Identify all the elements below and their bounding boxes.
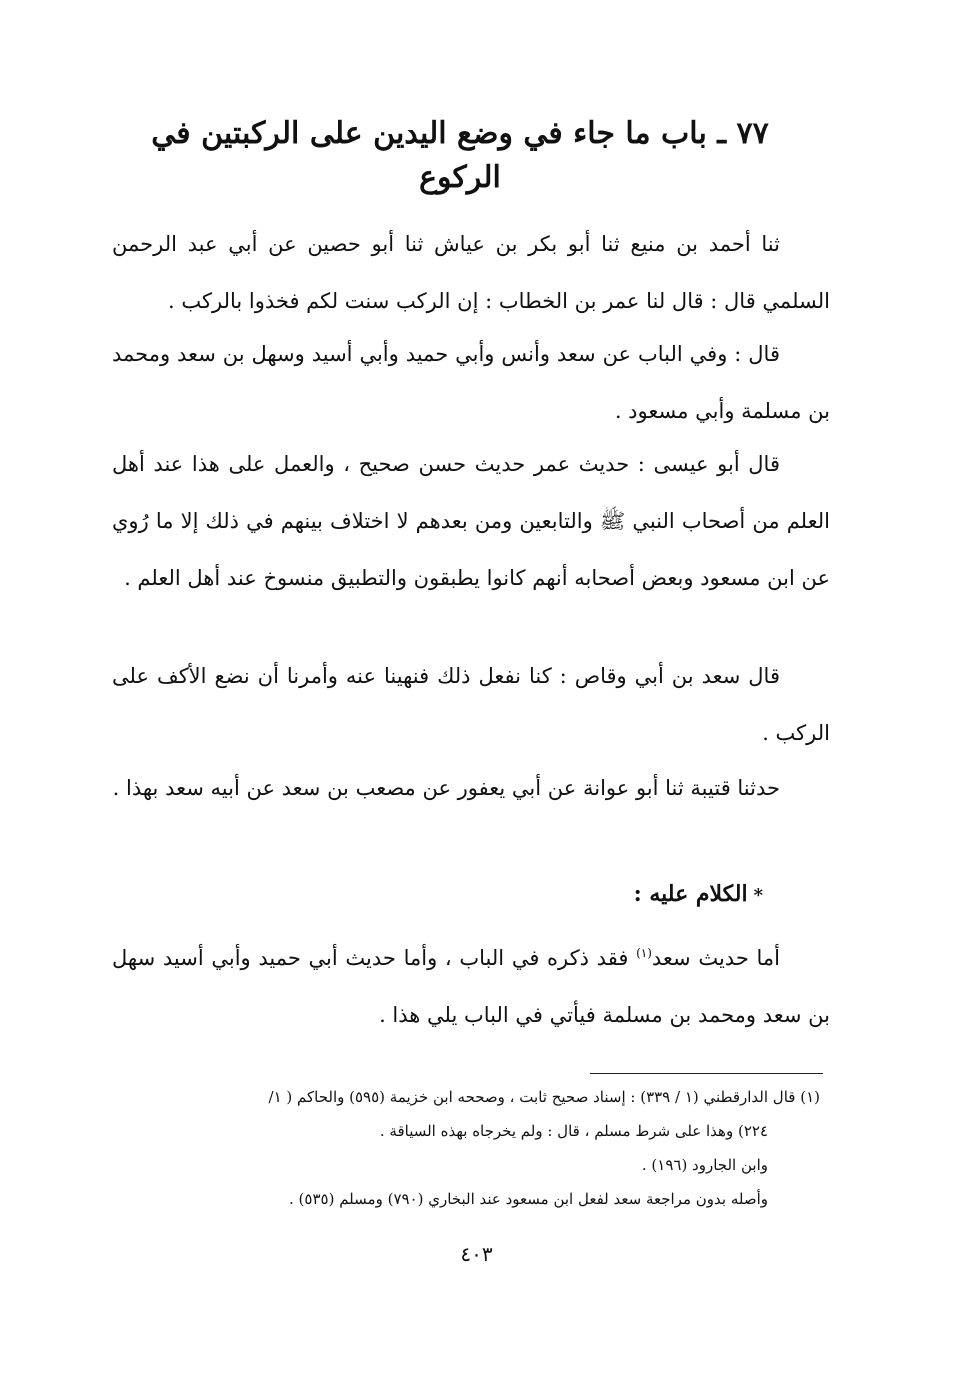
commentary-heading [634,874,763,916]
footnote-line: وأصله بدون مراجعة سعد لفعل ابن مسعود عند البخاري (٧٩٠) ومسلم (٥٣٥) . [289,1190,768,1208]
chain-paragraph [112,760,830,817]
paragraph-text: قال : وفي الباب عن سعد وأنس وأبي حميد وأبي أسيد وسهل بن سعد ومحمد بن مسلمة وأبي مسعود . [112,342,830,423]
paragraph-text: قال أبو عيسى : حديث عمر حديث حسن صحيح ، والعمل على هذا عند أهل العلم من أصحاب النبي ﷺ والتابعين ومن بعدهم لا اختلاف بينهم في ذلك إلا ما رُوي عن ابن مسعود وبعض أصحابه أنهم كانوا يطبقون والتطبيق منسوخ عند أهل العلم . [112,452,830,590]
footnotes-block [100,1080,820,1216]
chapter-note-paragraph [112,326,830,440]
paragraph-text: قال سعد بن أبي وقاص : كنا نفعل ذلك فنهينا عنه وأمرنا أن نضع الأكف على الركب . [112,664,830,745]
commentary-paragraph [112,930,830,1044]
commentary-heading-text: الكلام عليه : [633,881,748,907]
paragraph-text: ثنا أحمد بن منيع ثنا أبو بكر بن عياش ثنا أبو حصين عن أبي عبد الرحمن السلمي قال : قال لنا عمر بن الخطاب : إن الركب سنت لكم فخذوا بالركب . [112,232,830,313]
footnote-line: وابن الجارود (١٩٦) . [641,1156,768,1174]
commentary-text-start: أما حديث سعد [651,946,780,970]
footnote-reference: (١) [636,946,652,960]
footnote-line: (١) قال الدارقطني (١ / ٣٣٩) : إسناد صحيح ثابت ، وصححه ابن خزيمة (٥٩٥) والحاكم ( ١/ [268,1088,820,1106]
chapter-title: ٧٧ ـ باب ما جاء في وضع اليدين على الركبتين في الركوع [151,116,769,195]
saad-paragraph [112,648,830,762]
abu-isa-paragraph [112,436,830,607]
hadith-paragraph [112,216,830,330]
commentary-text-end: فقد ذكره في الباب ، وأما حديث أبي حميد وأبي أسيد سهل بن سعد ومحمد بن مسلمة فيأتي في الباب يلي هذا . [112,946,830,1027]
paragraph-text: حدثنا قتيبة ثنا أبو عوانة عن أبي يعفور عن مصعب بن سعد عن أبيه سعد بهذا . [112,776,780,800]
page-number: ٤٠٣ [460,1242,493,1266]
footnote-line: ٢٢٤) وهذا على شرط مسلم ، قال : ولم يخرجاه بهذه السياقة . [379,1122,768,1140]
star-icon: * [753,885,763,906]
footnote-divider [590,1073,823,1074]
